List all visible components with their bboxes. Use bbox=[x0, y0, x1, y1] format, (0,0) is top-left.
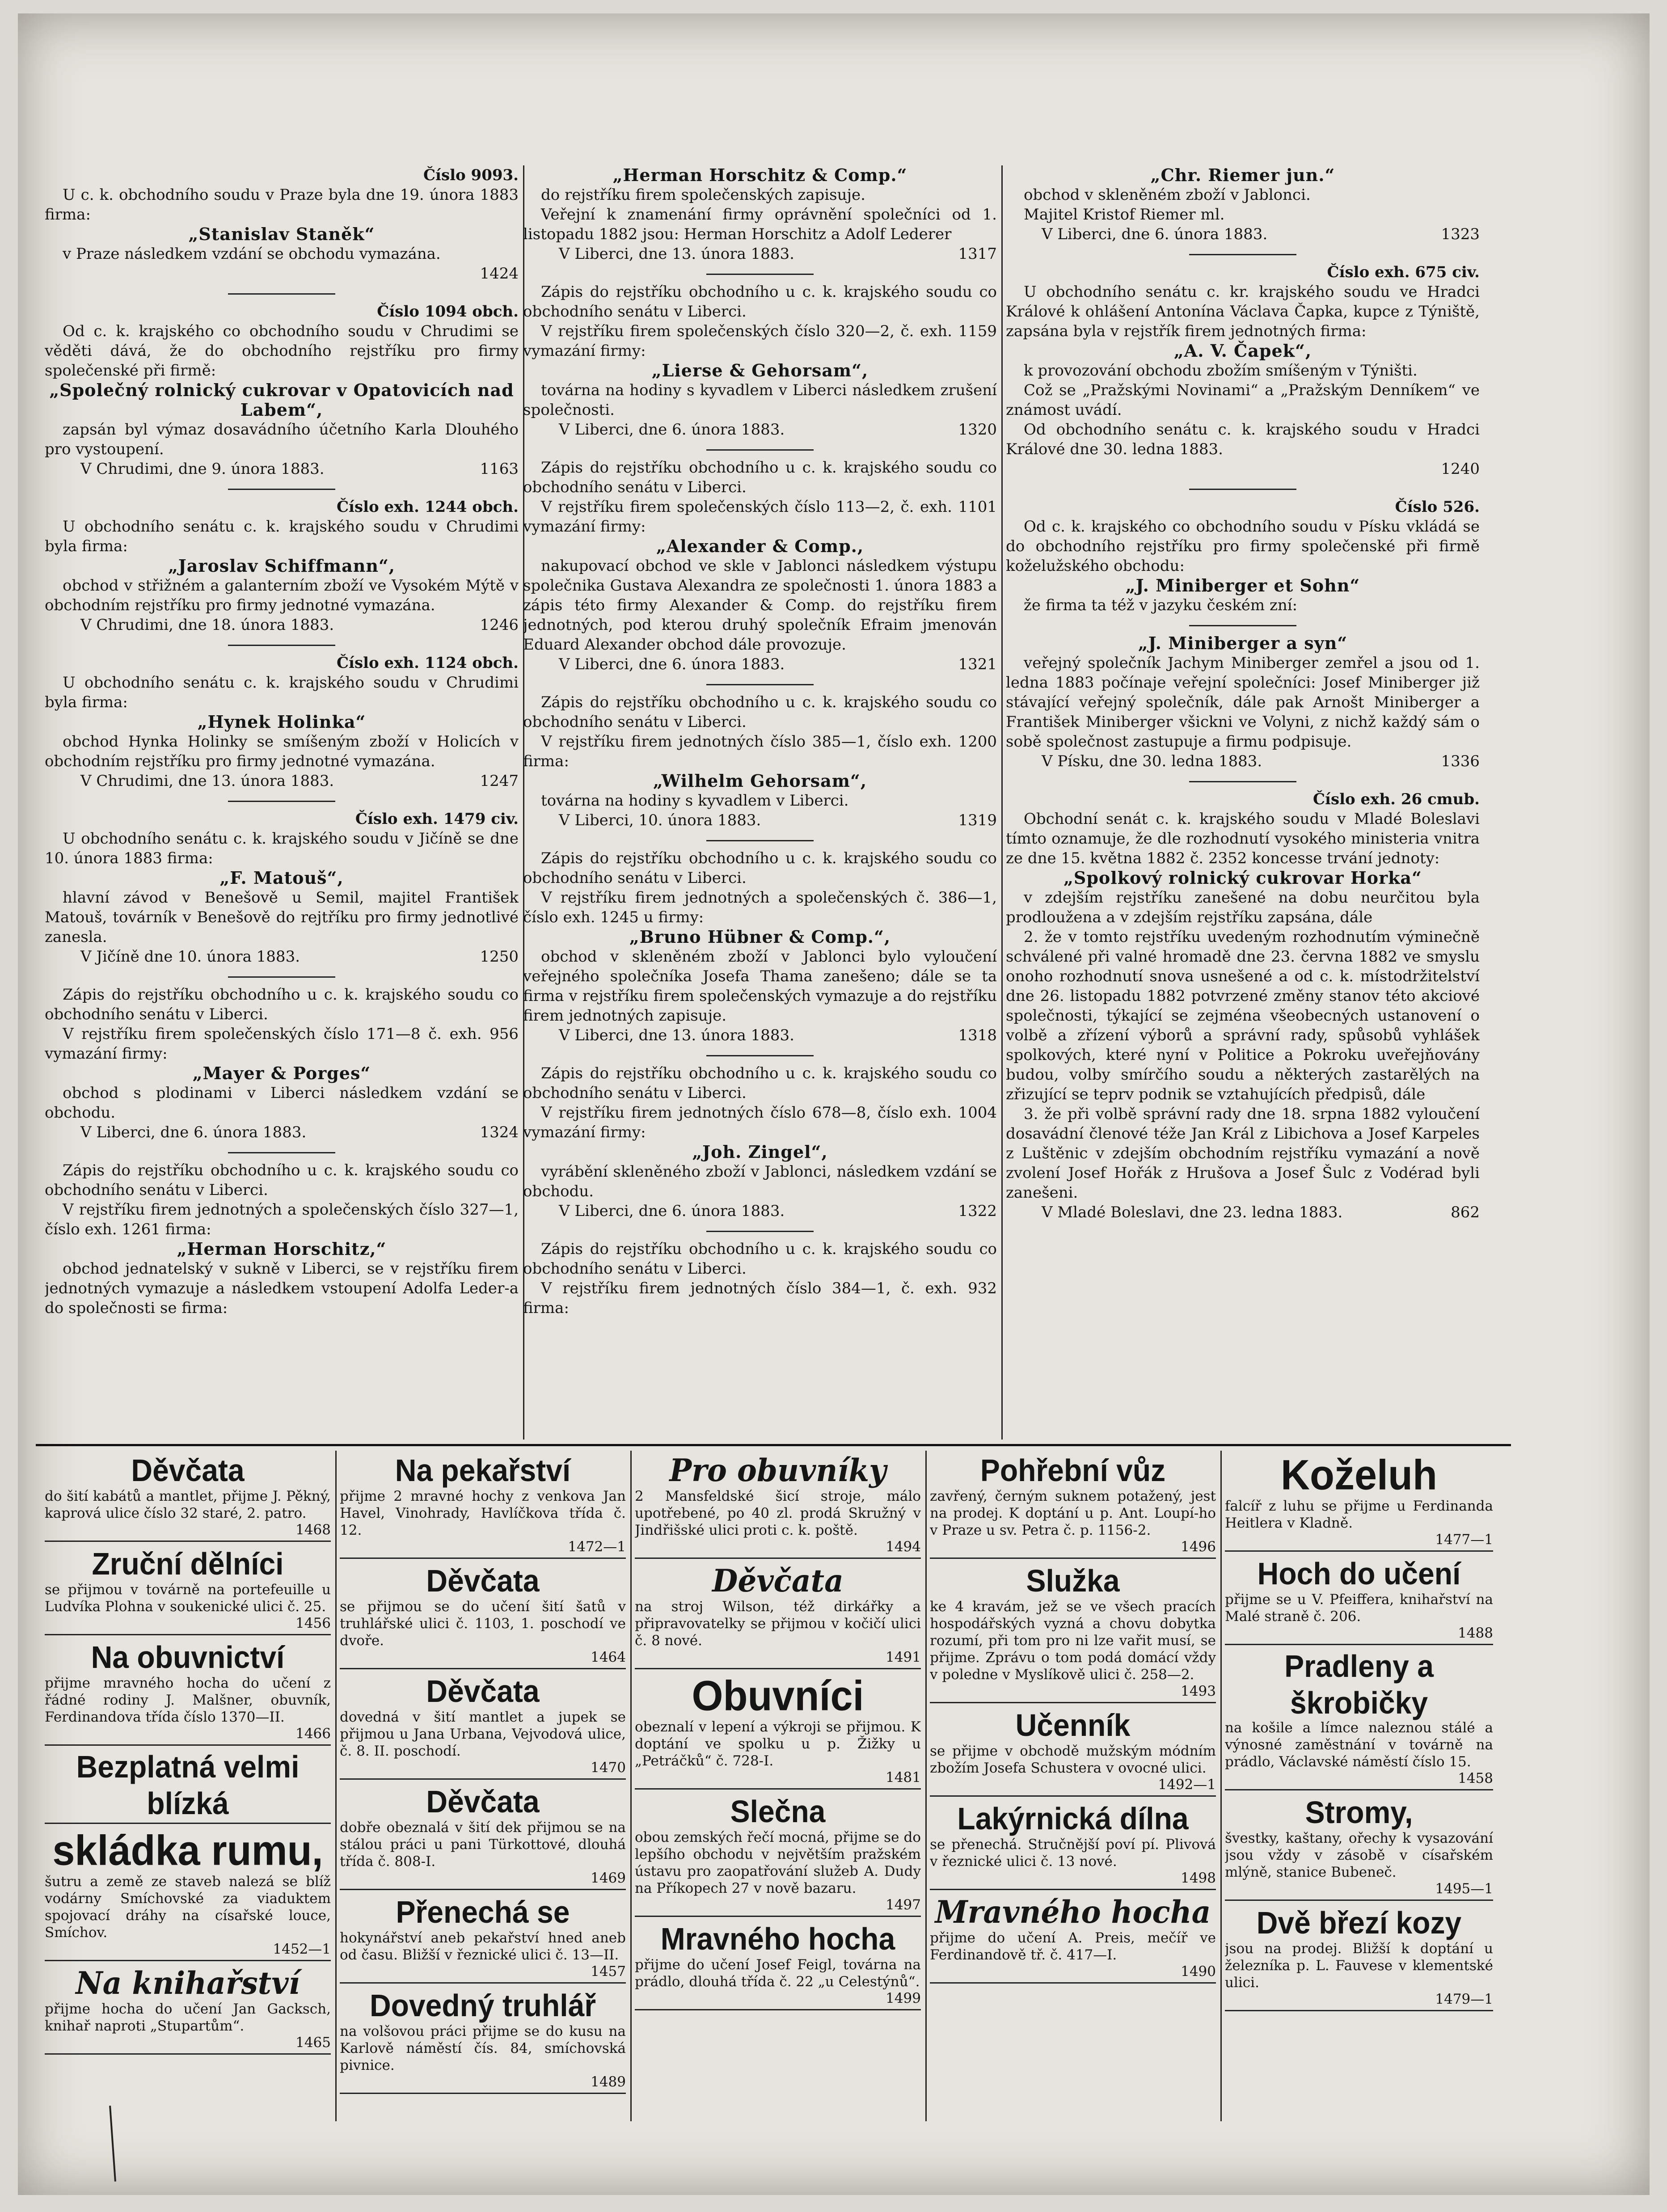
ad-heading: Děvčata bbox=[426, 1674, 540, 1709]
entry-text: Což se „Pražskými Novinami“ a „Pražským Denníkem“ ve známost uvádí. bbox=[1006, 381, 1480, 419]
entry-text: továrna na hodiny s kyvadlem v Liberci následkem zrušení společnosti. bbox=[523, 381, 997, 419]
registry-entry bbox=[1006, 497, 1480, 615]
ad-number: 1457 bbox=[591, 1963, 626, 1980]
registry-entry bbox=[523, 848, 997, 1045]
entry-place-date: V Chrudimi, dne 9. února 1883. bbox=[80, 460, 325, 478]
classified-ad bbox=[340, 1784, 626, 1890]
ad-text: do šití kabátů a mantlet, přijme J. Pěkný, kaprová ulice číslo 32 staré, 2. patro. bbox=[45, 1488, 331, 1521]
ad-number: 1498 bbox=[1181, 1870, 1216, 1886]
ad-text: na volšovou práci přijme se do kusu na Karlově náměstí čís. 84, smíchovská pivnice. bbox=[340, 2023, 626, 2073]
entry-number: Číslo exh. 1124 obch. bbox=[336, 654, 519, 672]
firm-name: „Jaroslav Schiffmann“, bbox=[168, 556, 396, 576]
ad-text: přijme mravného hocha do učení z řádné rodiny J. Malšner, obuvník, Ferdinandova třída číslo 1370—II. bbox=[45, 1675, 331, 1725]
entry-text: V rejstříku firem jednotných číslo 385—1, číslo exh. 1200 firma: bbox=[523, 733, 997, 770]
entry-text: Od c. k. krajského co obchodního soudu v Písku vkládá se do obchodního rejstříku pro firmy společenské při firmě koželužského obchodu: bbox=[1006, 518, 1480, 575]
registry-entry bbox=[1006, 165, 1480, 244]
ad-number: 1499 bbox=[886, 1990, 921, 2006]
ad-heading: Na knihařství bbox=[76, 1965, 300, 2001]
ad-text: 2 Mansfeldské šicí stroje, málo upotřebené, po 40 zl. prodá Skružný v Jindřišské ulici proti c. k. poště. bbox=[635, 1488, 921, 1538]
entry-text: vyrábění skleněného zboží v Jablonci, následkem vzdání se obchodu. bbox=[523, 1163, 997, 1200]
classified-ad bbox=[340, 1988, 626, 2094]
entry-signature bbox=[45, 1123, 519, 1142]
classified-ad bbox=[1225, 1795, 1493, 1901]
firm-name: „J. Miniberger et Sohn“ bbox=[1125, 575, 1360, 595]
entry-place-date: V Mladé Boleslavi, dne 23. ledna 1883. bbox=[1042, 1203, 1343, 1221]
entry-text: V rejstříku firem společenských číslo 320—2, č. exh. 1159 vymazání firmy: bbox=[523, 322, 997, 360]
classified-ad bbox=[45, 1966, 331, 2055]
ad-number: 1497 bbox=[886, 1897, 921, 1913]
ad-heading: Lakýrnická dílna bbox=[957, 1801, 1189, 1836]
entry-place-date: V Liberci, dne 13. února 1883. bbox=[559, 245, 794, 263]
entry-ref-number: 1323 bbox=[1441, 225, 1480, 243]
ads-column-1 bbox=[45, 1453, 331, 2123]
entry-text: V rejstříku firem jednotných číslo 384—1, č. exh. 932 firma: bbox=[523, 1279, 997, 1317]
entry-separator bbox=[228, 801, 335, 802]
entry-text: U c. k. obchodního soudu v Praze byla dne 19. února 1883 firma: bbox=[45, 186, 519, 224]
entry-signature bbox=[1006, 1203, 1480, 1222]
entry-ref-number: 862 bbox=[1451, 1203, 1480, 1221]
entry-ref-number: 1320 bbox=[958, 421, 997, 439]
ad-text: obeznalí v lepení a výkroji se přijmou. K doptání ve spolku u p. Žižky u „Petráčků“ č. 728-I. bbox=[635, 1719, 921, 1769]
entry-text: Obchodní senát c. k. krajského soudu v Mladé Boleslavi tímto oznamuje, že dle rozhodnutí vysokého ministeria vnitra ze dne 15. května 1882 č. 2352 koncesse trvání jednoty: bbox=[1006, 810, 1480, 867]
registry-entry bbox=[45, 985, 519, 1142]
ad-number: 1479—1 bbox=[1435, 1991, 1493, 2007]
firm-name: „Wilhelm Gehorsam“, bbox=[653, 771, 867, 791]
ads-column-5 bbox=[1225, 1453, 1493, 2123]
entry-signature bbox=[1006, 459, 1480, 479]
ad-text: se přijmou se do učení šití šatů v truhlářské ulici č. 1103, 1. poschodí ve dvoře. bbox=[340, 1599, 626, 1649]
ads-column-3 bbox=[635, 1453, 921, 2123]
ad-number: 1466 bbox=[295, 1726, 331, 1742]
entry-separator bbox=[1189, 254, 1296, 255]
ad-heading: Zruční dělníci bbox=[92, 1546, 284, 1581]
ad-text: falcíř z luhu se přijme u Ferdinanda Heitlera v Kladně. bbox=[1225, 1498, 1493, 1531]
entry-ref-number: 1318 bbox=[958, 1026, 997, 1044]
entry-text: Zápis do rejstříku obchodního u c. k. krajského soudu co obchodního senátu v Liberci. bbox=[45, 1161, 519, 1199]
ad-heading: Koželuh bbox=[1281, 1453, 1437, 1499]
entry-ref-number: 1317 bbox=[958, 245, 997, 263]
entry-text: do rejstříku firem společenských zapisuje. bbox=[541, 186, 865, 204]
registry-entry bbox=[1006, 262, 1480, 479]
registry-entry bbox=[523, 165, 997, 264]
ad-text: hokynářství aneb pekařství hned aneb od času. Bližší v řeznické ulici č. 13—II. bbox=[340, 1930, 626, 1963]
entry-place-date: V Liberci, dne 6. února 1883. bbox=[559, 655, 785, 673]
entry-text: Majitel Kristof Riemer ml. bbox=[1024, 206, 1225, 224]
ad-number: 1470 bbox=[591, 1760, 626, 1776]
classified-ad bbox=[340, 1563, 626, 1669]
entry-number: Číslo exh. 675 civ. bbox=[1327, 263, 1480, 281]
ad-text: přijme 2 mravné hochy z venkova Jan Havel, Vinohrady, Havlíčkova třída č. 12. bbox=[340, 1488, 626, 1538]
ad-text: ke 4 kravám, jež se ve všech pracích hospodářských vyzná a chovu dobytka rozumí, při tom pro ni lze vařit musí, se přijme. Zprávu o tom podá domácí vždy v poledne v Myslíkově ulici č. 258—2. bbox=[930, 1599, 1216, 1683]
ad-number: 1481 bbox=[886, 1769, 921, 1786]
classified-ad bbox=[930, 1895, 1216, 1984]
entry-text: továrna na hodiny s kyvadlem v Liberci. bbox=[541, 792, 849, 810]
entry-separator bbox=[706, 1055, 814, 1056]
entry-separator bbox=[228, 645, 335, 646]
registry-entry bbox=[45, 653, 519, 791]
ad-heading: Mravného hocha bbox=[660, 1921, 895, 1956]
ad-heading: Děvčata bbox=[426, 1784, 540, 1819]
ad-number: 1469 bbox=[591, 1870, 626, 1886]
entry-ref-number: 1250 bbox=[480, 948, 519, 966]
ad-heading: Pohřební vůz bbox=[980, 1453, 1166, 1488]
registry-entry bbox=[523, 458, 997, 674]
ad-column-divider bbox=[630, 1451, 632, 2121]
entry-text: v zdejším rejstříku zanešené na dobu neurčitou byla prodloužena a v zdejším rejstříku zapsána, dále bbox=[1006, 889, 1480, 926]
entry-signature bbox=[523, 244, 997, 264]
classified-ad bbox=[635, 1674, 921, 1790]
classified-ad bbox=[45, 1546, 331, 1635]
ad-heading: Na obuvnictví bbox=[91, 1640, 285, 1675]
ad-heading: Pro obuvníky bbox=[669, 1453, 886, 1489]
ad-number: 1494 bbox=[886, 1539, 921, 1555]
entry-signature bbox=[45, 615, 519, 635]
entry-place-date: V Liberci, dne 6. února 1883. bbox=[559, 1202, 785, 1220]
entry-separator bbox=[1189, 625, 1296, 626]
entry-separator bbox=[706, 274, 814, 275]
entry-text: V rejstříku firem jednotných a společenských č. 386—1, číslo exh. 1245 u firmy: bbox=[523, 889, 997, 926]
ad-text: přijme hocha do učení Jan Gacksch, knihař naproti „Stupartům“. bbox=[45, 2001, 331, 2034]
ad-heading: Děvčata bbox=[131, 1453, 245, 1488]
entry-number: Číslo exh. 1479 civ. bbox=[355, 810, 519, 828]
entry-text: Od c. k. krajského co obchodního soudu v Chrudimi se věděti dává, že do obchodního rejstříku pro firmy společenské při firmě: bbox=[45, 322, 519, 380]
entry-place-date: V Liberci, dne 6. února 1883. bbox=[1042, 225, 1268, 243]
entry-separator bbox=[228, 293, 335, 295]
firm-name: „Lierse & Gehorsam“, bbox=[651, 360, 869, 380]
entry-text: hlavní závod v Benešově u Semil, majitel František Matouš, továrník v Benešově do rejtříku pro firmy jednotlivé zanesla. bbox=[45, 889, 519, 946]
registry-entry bbox=[45, 809, 519, 967]
classified-ad bbox=[45, 1750, 331, 1824]
registry-entry bbox=[523, 692, 997, 830]
ad-heading: Děvčata bbox=[712, 1562, 844, 1599]
entry-separator bbox=[706, 684, 814, 685]
classified-ad bbox=[1225, 1650, 1493, 1790]
entry-text: 3. že při volbě správní rady dne 18. srpna 1882 vyloučení dosavádní členové téže Jan Král z Libichova a Josef Karpeles z Luštěnic v zdejším obchodním rejstříku vymazání a nově zvolení Josef Hořák z Hrušova a Josef Šulc z Vodérad byli zanešeni. bbox=[1006, 1105, 1480, 1202]
ad-number: 1491 bbox=[886, 1649, 921, 1665]
entry-signature bbox=[45, 264, 519, 283]
entry-text: Zápis do rejstříku obchodního u c. k. krajského soudu co obchodního senátu v Liberci. bbox=[523, 283, 997, 321]
classified-ad bbox=[45, 1453, 331, 1542]
classified-ad bbox=[635, 1453, 921, 1559]
entry-signature bbox=[45, 459, 519, 479]
entry-text: Zápis do rejstříku obchodního u c. k. krajského soudu co obchodního senátu v Liberci. bbox=[523, 849, 997, 887]
ad-text: obou zemských řečí mocná, přijme se do lepšího obchodu v největším pražském ústavu pro zaopatřování služeb A. Dudy na Příkopech 27 v nově bazaru. bbox=[635, 1829, 921, 1896]
ad-heading: skládka rumu, bbox=[52, 1827, 323, 1874]
entry-place-date: V Písku, dne 30. ledna 1883. bbox=[1042, 752, 1262, 770]
entry-ref-number: 1240 bbox=[1441, 460, 1480, 478]
entry-number: Číslo exh. 1244 obch. bbox=[336, 498, 519, 516]
ad-number: 1465 bbox=[295, 2035, 331, 2051]
firm-name: „Bruno Hübner & Comp.“, bbox=[629, 927, 891, 947]
entry-signature bbox=[1006, 751, 1480, 771]
firm-name: „A. V. Čapek“, bbox=[1173, 341, 1312, 361]
entry-separator bbox=[706, 1231, 814, 1232]
firm-name: „Herman Horschitz & Comp.“ bbox=[612, 165, 907, 185]
newspaper-page bbox=[18, 13, 1650, 2195]
ad-column-divider bbox=[335, 1451, 337, 2121]
classified-ad bbox=[1225, 1905, 1493, 2011]
ad-number: 1489 bbox=[591, 2074, 626, 2090]
ad-text: se přenechá. Stručnější poví pí. Plivová v řeznické ulici č. 13 nové. bbox=[930, 1836, 1216, 1870]
entry-text: Zápis do rejstříku obchodního u c. k. krajského soudu co obchodního senátu v Liberci. bbox=[523, 1240, 997, 1278]
entry-text: U obchodního senátu c. k. krajského soudu v Jičíně se dne 10. února 1883 firma: bbox=[45, 830, 519, 867]
entry-number: Číslo 1094 obch. bbox=[377, 303, 519, 321]
entry-text: V rejstříku firem jednotných a společenských číslo 327—1, číslo exh. 1261 firma: bbox=[45, 1201, 519, 1238]
registry-entry bbox=[523, 1239, 997, 1318]
entry-text: V rejstříku firem společenských číslo 113—2, č. exh. 1101 vymazání firmy: bbox=[523, 498, 997, 536]
ad-heading: Dovedný truhlář bbox=[369, 1988, 596, 2023]
firm-name: „F. Matouš“, bbox=[219, 868, 344, 888]
entry-place-date: V Chrudimi, dne 18. února 1883. bbox=[80, 616, 334, 634]
entry-text: obchod Hynka Holinky se smíšeným zboží v Holicích v obchodním rejstříku pro firmy jednotné vymazána. bbox=[45, 733, 519, 770]
registry-entry bbox=[45, 302, 519, 479]
entry-signature bbox=[523, 420, 997, 439]
classified-ad bbox=[635, 1563, 921, 1669]
entry-text: Zápis do rejstříku obchodního u c. k. krajského soudu co obchodního senátu v Liberci. bbox=[523, 693, 997, 731]
ad-text: na stroj Wilson, též dirkářky a připravovatelky se přijmou v kočičí ulici č. 8 nové. bbox=[635, 1599, 921, 1649]
classified-ad bbox=[635, 1921, 921, 2010]
ad-text: dovedná v šití mantlet a jupek se přijmou u Jana Urbana, Vejvodová ulice, č. 8. II. poschodí. bbox=[340, 1709, 626, 1759]
firm-name: „Hynek Holinka“ bbox=[197, 712, 366, 732]
ad-heading: Bezplatná velmi blízká bbox=[76, 1749, 300, 1821]
entry-text: obchod v skleněném zboží v Jablonci bylo vyloučení veřejného společníka Josefa Thama zanešeno; dále se ta firma v rejstříku firem společenských vymazuje a do rejstříku firem jednotných zapisuje. bbox=[523, 948, 997, 1025]
entry-text: Zápis do rejstříku obchodního u c. k. krajského soudu co obchodního senátu v Liberci. bbox=[45, 986, 519, 1023]
classified-ad bbox=[1225, 1556, 1493, 1645]
registry-entry bbox=[523, 282, 997, 439]
entry-text: že firma ta též v jazyku českém zní: bbox=[1024, 596, 1298, 614]
firm-name: „Mayer & Porges“ bbox=[192, 1063, 371, 1083]
ad-heading: Děvčata bbox=[426, 1563, 540, 1598]
ads-column-4 bbox=[930, 1453, 1216, 2123]
ad-heading: Mravného hocha bbox=[935, 1894, 1211, 1930]
column-divider bbox=[1001, 165, 1003, 1439]
entry-text: 2. že v tomto rejstříku uvedeným rozhodnutím výminečně schválené při valné hromadě dne 23. června 1882 ve smyslu onoho rozhodnutí snova usnešené a od c. k. místodržitelství dne 26. listopadu 1882 potvrzené změny stanov této akciové společnosti, týkající se zejména všeobecných ustanovení o volbě a zřízení výborů a správní rady, spůsobů vyhlášek spolkových, které nyní v Politice a Pokroku uveřejňovány budou, volby smírčího soudu a některých zastarělých na zřizující se teprv podnik se vztahujících předpisů, dále bbox=[1006, 928, 1480, 1103]
registry-entry bbox=[523, 1064, 997, 1221]
entry-text: Zápis do rejstříku obchodního u c. k. krajského soudu co obchodního senátu v Liberci. bbox=[523, 1064, 997, 1102]
entry-ref-number: 1424 bbox=[480, 265, 519, 283]
firm-name: „Spolkový rolnický cukrovar Horka“ bbox=[1064, 868, 1422, 888]
entry-place-date: V Liberci, dne 6. února 1883. bbox=[80, 1123, 307, 1141]
ad-heading: Slečna bbox=[730, 1794, 826, 1829]
ad-heading: Učenník bbox=[1015, 1708, 1131, 1743]
entry-ref-number: 1163 bbox=[480, 460, 519, 478]
firm-name: „Joh. Zingel“, bbox=[692, 1142, 828, 1162]
section-divider bbox=[36, 1444, 1511, 1446]
ad-heading: Dvě březí kozy bbox=[1256, 1905, 1462, 1940]
registry-column-2 bbox=[523, 165, 997, 1439]
classified-ad bbox=[930, 1801, 1216, 1890]
firm-name: „Alexander & Comp., bbox=[656, 536, 864, 556]
entry-ref-number: 1319 bbox=[958, 811, 997, 829]
entry-place-date: V Liberci, dne 13. února 1883. bbox=[559, 1026, 794, 1044]
ad-heading: Na pekařství bbox=[395, 1453, 571, 1488]
entry-text: Veřejní k znamenání firmy oprávnění společníci od 1. listopadu 1882 jsou: Herman Horschitz a Adolf Lederer bbox=[523, 206, 997, 243]
classified-ad bbox=[930, 1563, 1216, 1703]
entry-ref-number: 1322 bbox=[958, 1202, 997, 1220]
ad-number: 1472—1 bbox=[568, 1539, 626, 1555]
ad-heading: Služka bbox=[1026, 1563, 1120, 1598]
firm-name: „J. Miniberger a syn“ bbox=[1138, 633, 1348, 653]
ad-text: dobře obeznalá v šití dek přijmou se na stálou práci u pani Türkottové, dlouhá třída č. 808-I. bbox=[340, 1819, 626, 1870]
entry-ref-number: 1246 bbox=[480, 616, 519, 634]
entry-text: k provozování obchodu zbožím smíšeným v Týništi. bbox=[1024, 362, 1418, 380]
registry-column-1 bbox=[45, 165, 519, 1439]
ad-number: 1468 bbox=[295, 1522, 331, 1538]
entry-text: obchod s plodinami v Liberci následkem vzdání se obchodu. bbox=[45, 1084, 519, 1122]
classified-ad bbox=[340, 1895, 626, 1984]
ad-heading: Hoch do učení bbox=[1257, 1556, 1461, 1591]
entry-text: U obchodního senátu c. k. krajského soudu v Chrudimi byla firma: bbox=[45, 518, 519, 555]
entry-text: nakupovací obchod ve skle v Jablonci následkem výstupu společnika Gustava Alexandra ze společnosti 1. února 1883 a zápis této firmy Alexander & Comp. do rejstříku firem jednotných, pod kterou druhý společník Efraim jmenován Eduard Alexander obchod dále provozuje. bbox=[523, 557, 997, 654]
entry-text: U obchodního senátu c. kr. krajského soudu ve Hradci Králové k ohlášení Antonína Václava Čapka, kupce z Týniště, zapsána byla v rejstřík firem jednotných firma: bbox=[1006, 283, 1480, 340]
entry-separator bbox=[228, 976, 335, 978]
ad-number: 1458 bbox=[1458, 1770, 1493, 1786]
entry-text: v Praze následkem vzdání se obchodu vymazána. bbox=[63, 245, 441, 263]
firm-name: „Společný rolnický cukrovar v Opatovicích nad Labem“, bbox=[49, 380, 514, 420]
ad-heading: Přenechá se bbox=[396, 1895, 570, 1929]
classified-ad bbox=[45, 1828, 331, 1961]
ad-heading: Pradleny a škrobičky bbox=[1284, 1649, 1434, 1720]
ad-number: 1452—1 bbox=[273, 1941, 331, 1957]
ad-number: 1477—1 bbox=[1435, 1532, 1493, 1548]
classified-ad bbox=[340, 1674, 626, 1780]
entry-signature bbox=[523, 654, 997, 674]
ad-text: přijme do učení Josef Feigl, továrna na prádlo, dlouhá třída č. 22 „u Celestýnů“. bbox=[635, 1957, 921, 1990]
entry-text: obchod v skleněném zboží v Jablonci. bbox=[1024, 186, 1311, 204]
entry-text: V rejstříku firem jednotných číslo 678—8, číslo exh. 1004 vymazání firmy: bbox=[523, 1104, 997, 1141]
classified-ad bbox=[45, 1640, 331, 1746]
ad-text: přijme do učení A. Preis, mečíř ve Ferdinandově tř. č. 417—I. bbox=[930, 1930, 1216, 1963]
entry-text: obchod jednatelský v sukně v Liberci, se v rejstříku firem jednotných vymazuje a následkem vstoupení Adolfa Leder-a do společnosti se firma: bbox=[45, 1260, 519, 1317]
entry-separator bbox=[228, 1152, 335, 1153]
entry-place-date: V Jičíně dne 10. února 1883. bbox=[80, 948, 300, 966]
ad-column-divider bbox=[1220, 1451, 1222, 2121]
firm-name: „Stanislav Staněk“ bbox=[188, 224, 375, 244]
firm-name: „Chr. Riemer jun.“ bbox=[1150, 165, 1335, 185]
classified-ad bbox=[1225, 1453, 1493, 1552]
entry-text: veřejný společník Jachym Miniberger zemřel a jsou od 1. ledna 1883 počínaje veřejní společníci: Josef Miniberger již stávající veřejný společník, dále pak Arnošt Miniberger a František Miniberger všickni ve Volyni, z nichž každý sám o sobě společnost zastupuje a firmu podpisuje. bbox=[1006, 654, 1480, 751]
entry-text: Od obchodního senátu c. k. krajského soudu v Hradci Králové dne 30. ledna 1883. bbox=[1006, 421, 1480, 458]
firm-name: „Herman Horschitz,“ bbox=[177, 1239, 387, 1259]
ad-column-divider bbox=[925, 1451, 927, 2121]
entry-signature bbox=[45, 771, 519, 791]
entry-separator bbox=[706, 840, 814, 841]
entry-text: Zápis do rejstříku obchodního u c. k. krajského soudu co obchodního senátu v Liberci. bbox=[523, 459, 997, 496]
ad-number: 1493 bbox=[1181, 1683, 1216, 1699]
ad-text: se přijmou v továrně na portefeuille u Ludvíka Plohna v soukenické ulici č. 25. bbox=[45, 1582, 331, 1615]
classified-ad bbox=[635, 1794, 921, 1917]
entry-separator bbox=[1189, 489, 1296, 490]
ad-heading: Stromy, bbox=[1305, 1795, 1413, 1830]
ad-number: 1456 bbox=[295, 1615, 331, 1631]
ad-heading: Obuvníci bbox=[692, 1672, 864, 1720]
entry-ref-number: 1324 bbox=[480, 1123, 519, 1141]
ad-text: se přijme v obchodě mužským módním zbožím Josefa Schustera v ovocné ulici. bbox=[930, 1743, 1216, 1776]
entry-number: Číslo 526. bbox=[1395, 498, 1480, 516]
ads-column-2 bbox=[340, 1453, 626, 2123]
entry-signature bbox=[523, 1201, 997, 1221]
entry-signature bbox=[523, 1026, 997, 1045]
ad-text: na košile a límce naleznou stálé a výnosné zaměstnání v továrně na prádlo, Václavské náměstí číslo 15. bbox=[1225, 1720, 1493, 1770]
registry-entry bbox=[45, 497, 519, 635]
ad-number: 1488 bbox=[1458, 1625, 1493, 1641]
ad-number: 1492—1 bbox=[1158, 1777, 1216, 1793]
ad-number: 1495—1 bbox=[1435, 1881, 1493, 1897]
entry-signature bbox=[45, 947, 519, 967]
entry-text: zapsán byl výmaz dosavádního účetního Karla Dlouhého pro vystoupení. bbox=[45, 421, 519, 458]
ad-number: 1496 bbox=[1181, 1539, 1216, 1555]
ad-text: švestky, kaštany, ořechy k vysazování jsou vždy v zásobě v císařském mlýně, stanice Bubeneč. bbox=[1225, 1830, 1493, 1880]
entry-place-date: V Liberci, 10. února 1883. bbox=[559, 811, 761, 829]
ad-number: 1464 bbox=[591, 1649, 626, 1665]
entry-separator bbox=[1189, 781, 1296, 782]
entry-number: Číslo 9093. bbox=[423, 166, 519, 184]
registry-entry bbox=[1006, 633, 1480, 771]
entry-text: obchod v střižném a galanterním zboží ve Vysokém Mýtě v obchodním rejstříku pro firmy jednotné vymazána. bbox=[45, 577, 519, 614]
entry-place-date: V Liberci, dne 6. února 1883. bbox=[559, 421, 785, 439]
entry-text: V rejstříku firem společenských číslo 171—8 č. exh. 956 vymazání firmy: bbox=[45, 1025, 519, 1063]
entry-signature bbox=[1006, 224, 1480, 244]
entry-ref-number: 1247 bbox=[480, 772, 519, 790]
classified-ad bbox=[930, 1708, 1216, 1797]
ad-text: šutru a země ze staveb nalezá se blíž vodárny Smíchovské za viaduktem spojovací dráhy na císařské louce, Smíchov. bbox=[45, 1874, 331, 1941]
registry-entry bbox=[45, 165, 519, 283]
classified-ad bbox=[930, 1453, 1216, 1559]
entry-separator bbox=[706, 449, 814, 451]
registry-column-3 bbox=[1006, 165, 1480, 1439]
entry-number: Číslo exh. 26 cmub. bbox=[1312, 790, 1480, 808]
entry-ref-number: 1336 bbox=[1441, 752, 1480, 770]
ad-text: přijme se u V. Pfeiffera, knihařství na Malé straně č. 206. bbox=[1225, 1591, 1493, 1625]
entry-signature bbox=[523, 811, 997, 830]
ad-text: jsou na prodej. Bližší k doptání u železníka p. L. Fauvese v klementské ulici. bbox=[1225, 1941, 1493, 1991]
classified-ad bbox=[340, 1453, 626, 1559]
entry-separator bbox=[228, 489, 335, 490]
registry-entry bbox=[1006, 789, 1480, 1222]
ad-text: zavřený, černým suknem potažený, jest na prodej. K doptání u p. Ant. Loupí-ho v Praze u sv. Petra č. p. 1156-2. bbox=[930, 1488, 1216, 1538]
entry-place-date: V Chrudimi, dne 13. února 1883. bbox=[80, 772, 334, 790]
ad-number: 1490 bbox=[1181, 1963, 1216, 1980]
registry-entry bbox=[45, 1161, 519, 1318]
entry-ref-number: 1321 bbox=[958, 655, 997, 673]
entry-text: U obchodního senátu c. k. krajského soudu v Chrudimi byla firma: bbox=[45, 674, 519, 711]
